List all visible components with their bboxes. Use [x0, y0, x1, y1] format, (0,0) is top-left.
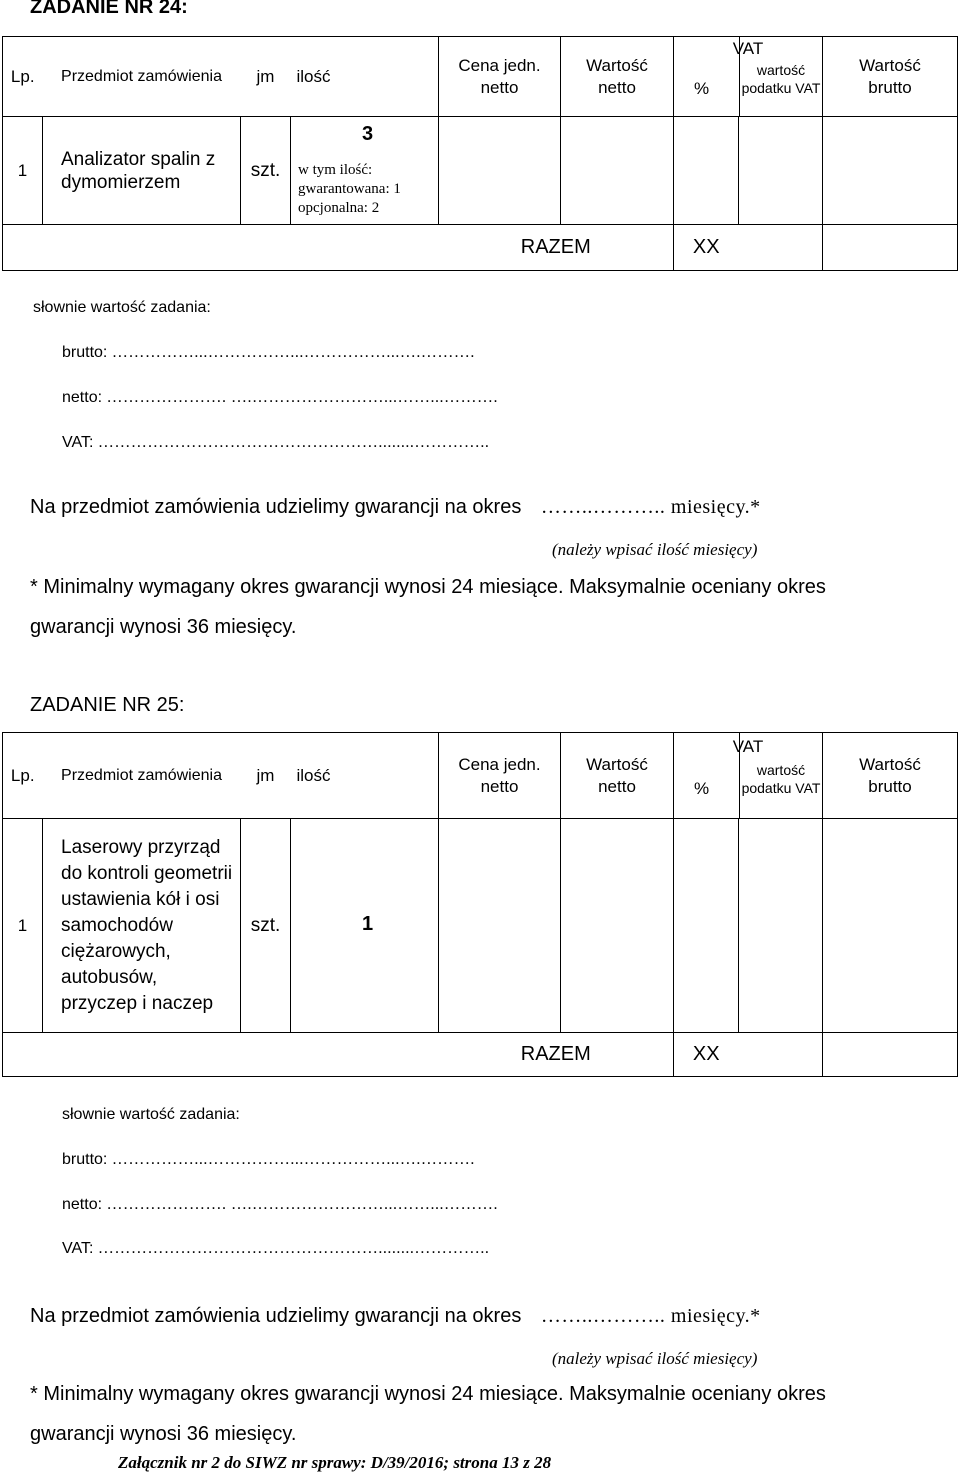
task24-header-vat-pct: %	[694, 79, 710, 98]
task25-words-label: słownie wartość zadania:	[62, 1106, 240, 1123]
task24-row-vat-amount[interactable]	[739, 117, 823, 225]
task25-header-net	[561, 733, 674, 819]
task25-total-vat[interactable]	[739, 1033, 823, 1077]
task24-row-lp: 1	[3, 117, 43, 225]
task24-row-vat-pct[interactable]	[674, 117, 739, 225]
task24-vat-row	[62, 434, 489, 452]
task25-header-net-text: Wartość netto	[586, 754, 648, 796]
task25-header-item: Przedmiot zamówienia	[43, 733, 241, 819]
task25-row-item	[43, 819, 241, 1033]
task25-row-net[interactable]	[561, 819, 674, 1033]
task25-header-unit: jm	[241, 733, 291, 819]
task24-brutto-dots[interactable]: ……………...……………...……………...….……….	[111, 344, 475, 361]
task24-total-gross[interactable]	[823, 225, 958, 271]
task25-row-lp: 1	[3, 819, 43, 1033]
task25-header-vat-label: VAT	[732, 737, 764, 756]
task24-warranty-text: Na przedmiot zamówienia udzielimy gwarancji na okres	[30, 496, 522, 518]
task25-vat-label: VAT:	[62, 1240, 94, 1257]
task25-header-lp: Lp.	[3, 733, 43, 819]
task24-row-net[interactable]	[561, 117, 674, 225]
task24-header-gross	[823, 37, 958, 117]
task25-netto-label: netto:	[62, 1196, 103, 1213]
task24-netto-label: netto:	[62, 389, 103, 406]
task24-total-vat[interactable]	[739, 225, 823, 271]
task24-qty-detail-3: opcjonalna: 2	[298, 200, 380, 216]
task24-header-net	[561, 37, 674, 117]
task25-row-gross[interactable]	[823, 819, 958, 1033]
task25-header-qty: ilość	[291, 733, 439, 819]
task25-brutto-dots[interactable]: ……………...……………...……………...….……….	[111, 1151, 475, 1168]
task24-row-qty	[291, 117, 439, 225]
task24-header-qty: ilość	[291, 37, 439, 117]
task25-minimal-line1: * Minimalny wymagany okres gwarancji wynosi 24 miesiące. Maksymalnie oceniany okres	[30, 1383, 826, 1405]
task24-row-gross[interactable]	[823, 117, 958, 225]
task25-row-unit: szt.	[241, 819, 291, 1033]
task25-row-price[interactable]	[439, 819, 561, 1033]
task24-total-label: RAZEM	[439, 225, 674, 271]
task25-warranty-dots[interactable]: ……..……….. miesięcy.*	[540, 1305, 761, 1327]
task24-header-price	[439, 37, 561, 117]
task25-row-vat-amount[interactable]	[739, 819, 823, 1033]
task24-warranty-note: (należy wpisać ilość miesięcy)	[552, 540, 758, 559]
task25-warranty-note: (należy wpisać ilość miesięcy)	[552, 1349, 758, 1368]
task25-total-label: RAZEM	[439, 1033, 674, 1077]
task25-brutto-row	[62, 1151, 475, 1169]
task24-vat-label: VAT:	[62, 434, 94, 451]
task24-netto-dots[interactable]: …………………. ….……………………...……...……….	[106, 389, 498, 406]
task24-minimal-line2: gwarancji wynosi 36 miesięcy.	[30, 616, 297, 638]
task24-vat-dots[interactable]: ……………………………………………........…………..	[97, 434, 490, 451]
task24-qty-detail-1: w tym ilość:	[298, 162, 373, 178]
task24-row-item	[43, 117, 241, 225]
task24-warranty-dots[interactable]: ……..……….. miesięcy.*	[540, 496, 761, 518]
task24-netto-row	[62, 389, 498, 407]
task25-row-item-text: Laserowy przyrząd do kontroli geometrii ustawienia kół i osi samochodów ciężarowych, autobusów, przyczep i naczep	[61, 836, 233, 1014]
task24-title: ZADANIE NR 24:	[30, 0, 188, 18]
task24-header-item: Przedmiot zamówienia	[43, 37, 241, 117]
page-footer: Załącznik nr 2 do SIWZ nr sprawy: D/39/2016; strona 13 z 28	[118, 1453, 552, 1472]
task24-warranty-row	[30, 496, 761, 519]
task25-netto-row	[62, 1196, 498, 1214]
task24-header-gross-text: Wartość brutto	[859, 55, 921, 97]
task24-header-lp: Lp.	[3, 37, 43, 117]
task24-header-vat-amount: wartość podatku VAT	[741, 62, 821, 96]
task25-brutto-label: brutto:	[62, 1151, 108, 1168]
task25-total-gross[interactable]	[823, 1033, 958, 1077]
task24-qty-detail-2: gwarantowana: 1	[298, 181, 401, 197]
task25-header-price-text: Cena jedn. netto	[458, 754, 541, 796]
task24-header-net-text: Wartość netto	[586, 55, 648, 97]
task24-words-label: słownie wartość zadania:	[33, 299, 211, 316]
task25-warranty-text: Na przedmiot zamówienia udzielimy gwarancji na okres	[30, 1305, 522, 1327]
task25-header-vat-amount: wartość podatku VAT	[741, 762, 821, 796]
task24-row-qty-details	[298, 161, 401, 218]
task25-minimal-line2: gwarancji wynosi 36 miesięcy.	[30, 1423, 297, 1445]
task24-header-vat	[674, 37, 823, 117]
task24-table	[2, 36, 958, 271]
task25-header-gross	[823, 733, 958, 819]
task24-minimal-line1: * Minimalny wymagany okres gwarancji wynosi 24 miesiące. Maksymalnie oceniany okres	[30, 576, 826, 598]
task25-total-xx: XX	[674, 1033, 739, 1077]
task25-warranty-row	[30, 1305, 761, 1328]
task25-row-qty	[291, 819, 439, 1033]
task25-vat-dots[interactable]: ……………………………………………........…………..	[97, 1240, 490, 1257]
task25-vat-row	[62, 1240, 489, 1258]
task25-table	[2, 732, 958, 1077]
task25-header-price	[439, 733, 561, 819]
task24-row-unit: szt.	[241, 117, 291, 225]
task25-row-vat-pct[interactable]	[674, 819, 739, 1033]
task24-header-unit: jm	[241, 37, 291, 117]
task24-row-price[interactable]	[439, 117, 561, 225]
task25-header-vat	[674, 733, 823, 819]
task24-header-vat-label: VAT	[732, 39, 764, 58]
task24-row-item-text: Analizator spalin z dymomierzem	[61, 148, 216, 193]
task25-title: ZADANIE NR 25:	[30, 694, 185, 716]
task24-total-xx: XX	[674, 225, 739, 271]
task24-header-price-text: Cena jedn. netto	[458, 55, 541, 97]
task24-brutto-row	[62, 344, 475, 362]
task25-header-gross-text: Wartość brutto	[859, 754, 921, 796]
task24-row-qty-value: 3	[362, 123, 374, 145]
task25-netto-dots[interactable]: …………………. ….……………………...……...……….	[106, 1196, 498, 1213]
task25-row-qty-value: 1	[362, 913, 374, 935]
task24-brutto-label: brutto:	[62, 344, 108, 361]
task25-header-vat-pct: %	[694, 779, 710, 798]
